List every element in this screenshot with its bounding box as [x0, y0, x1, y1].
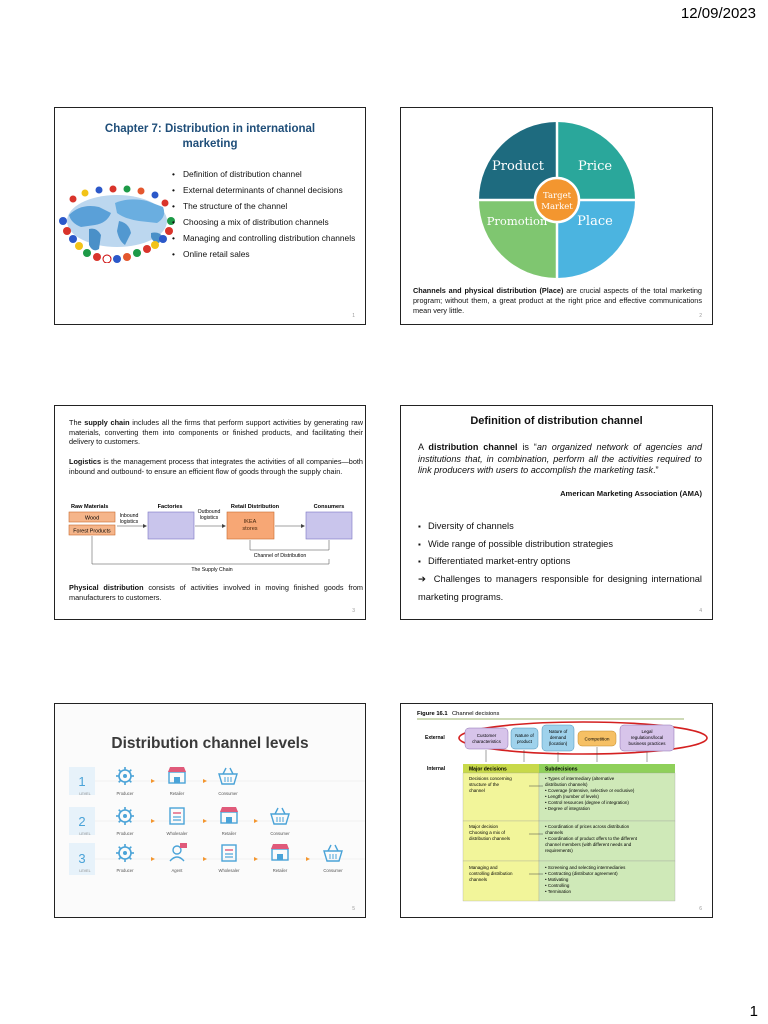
- wholesaler-warehouse-icon: [170, 808, 184, 824]
- consumer-basket-icon: [271, 808, 289, 824]
- factor-text: Nature of: [548, 729, 568, 734]
- wholesaler-warehouse-icon: [222, 845, 236, 861]
- definition-source: American Marketing Association (AMA): [560, 489, 702, 498]
- major-text: channels: [469, 877, 488, 882]
- major-text: distribution channels: [469, 836, 511, 841]
- sub-text: • Length (number of levels): [545, 794, 599, 799]
- step-label: Retailer: [169, 791, 185, 796]
- major-text: Major decision: [469, 824, 499, 829]
- text-italic: an organized network of agencies and institutions that, in combination, perform all the activities required to link producers with users to accomplish the marketing task: [418, 442, 702, 476]
- channel-of-distribution-label: Channel of Distribution: [253, 553, 307, 559]
- major-text: structure of the: [469, 782, 500, 787]
- sub-text: • Contracting (distributor agreement): [545, 871, 618, 876]
- slide-4-bullet-list: [418, 518, 702, 571]
- stores-label: stores: [242, 526, 258, 532]
- sub-text: • Motivating: [545, 877, 569, 882]
- channel-decisions-figure: [401, 704, 713, 918]
- external-label: External: [425, 735, 445, 741]
- caption-text: are crucial aspects of the total marketing program; without them, a great product at the right price and effective communications mean very little.: [413, 286, 702, 315]
- slide-number: 5: [352, 906, 355, 912]
- arrow-icon: [151, 819, 155, 823]
- slide-2: [400, 107, 713, 325]
- step-label: Producer: [116, 791, 134, 796]
- column-header: Subdecisions: [545, 766, 578, 773]
- major-text: controlling distribution: [469, 871, 513, 876]
- outbound-logistics-label: logistics: [199, 515, 219, 521]
- sub-text: channels: [545, 830, 564, 835]
- sub-text: • Coverage (intensive, selective or exclusive): [545, 788, 635, 793]
- supply-chain-paragraph: [69, 418, 363, 447]
- consumer-basket-icon: [324, 845, 342, 861]
- step-label: Consumer: [323, 868, 343, 873]
- text-fragment: A: [418, 442, 429, 452]
- factor-text: demand: [549, 735, 567, 740]
- figure-title: Channel decisions: [452, 711, 500, 717]
- arrow-icon: [254, 857, 258, 861]
- consumer-basket-icon: [219, 768, 237, 784]
- world-map-flags-image: [59, 183, 177, 263]
- step-label: Producer: [116, 868, 134, 873]
- level-label: LEVEL: [79, 832, 91, 836]
- step-label: Wholesaler: [218, 868, 240, 873]
- major-text: Decisions concerning: [469, 776, 512, 781]
- bullet-item: • The structure of the channel: [171, 198, 363, 214]
- right-arrow-icon: ➔: [418, 574, 426, 584]
- inbound-label: Inbound: [119, 513, 139, 519]
- step-label: Retailer: [272, 868, 288, 873]
- caption-bold: Channels and physical distribution (Place): [413, 286, 564, 295]
- challenge-text: [418, 571, 702, 606]
- factories-box: [148, 512, 194, 539]
- step-label: Retailer: [221, 831, 237, 836]
- slide-1: [54, 107, 366, 325]
- market-label: Market: [541, 202, 573, 212]
- slide-number: 3: [352, 608, 355, 614]
- sub-text: distribution channels): [545, 782, 588, 787]
- text-fragment: is the management process that integrates the activities of all companies—both inbound and outbound- to ensure an efficient flow of goods through the supply chain.: [69, 457, 363, 476]
- arrow-icon: [203, 819, 207, 823]
- text-fragment: The: [69, 418, 85, 427]
- sub-text: • Screening and selecting intermediaries: [545, 865, 626, 870]
- price-label: Price: [577, 159, 613, 174]
- slide-5: [54, 703, 366, 918]
- retailer-store-icon: [271, 844, 289, 860]
- factor-text: Nature of: [515, 733, 534, 738]
- supply-chain-diagram: [67, 502, 353, 574]
- text-fragment: is “: [517, 442, 537, 452]
- bullet-item: ▪ Differentiated market-entry options: [418, 553, 702, 571]
- slide-3: [54, 405, 366, 620]
- step-label: Wholesaler: [166, 831, 188, 836]
- outbound-label: Outbound: [197, 509, 221, 515]
- consumers-label: Consumers: [313, 504, 345, 510]
- step-label: Agent: [171, 868, 183, 873]
- text-bold: supply chain: [84, 418, 130, 427]
- arrow-icon: [203, 779, 207, 783]
- factories-label: Factories: [157, 504, 183, 510]
- wood-label: Wood: [84, 515, 100, 522]
- bullet-item: • Managing and controlling distribution channels: [171, 230, 363, 246]
- slide-6: [400, 703, 713, 918]
- bullet-item: • External determinants of channel decisions: [171, 182, 363, 198]
- page-date: 12/09/2023: [680, 5, 756, 22]
- factor-text: regulations/local: [630, 735, 664, 740]
- page-number: 1: [749, 1003, 758, 1020]
- raw-materials-label: Raw Materials: [71, 504, 109, 510]
- place-label: Place: [577, 214, 613, 229]
- text-fragment: includes all the firms that perform support activities by generating raw materials, converting them into components or finished products, and facilitating their delivery to customers.: [69, 418, 364, 447]
- slide-number: 2: [699, 313, 702, 319]
- slide-number: 6: [699, 906, 702, 912]
- producer-gear-icon: [116, 807, 134, 825]
- bullet-item: • Definition of distribution channel: [171, 166, 363, 182]
- arrow-icon: [254, 819, 258, 823]
- consumers-box: [306, 512, 352, 539]
- step-label: Producer: [116, 831, 134, 836]
- retailer-store-icon: [220, 807, 238, 823]
- physical-distribution-paragraph: [69, 583, 363, 602]
- level-label: LEVEL: [79, 869, 91, 873]
- ikea-label: IKEA: [243, 519, 257, 525]
- text-fragment: consists of activities involved in moving finished goods from manufacturers to customers.: [69, 583, 363, 602]
- supply-chain-label: The Supply Chain: [191, 567, 233, 573]
- factor-text: Legal: [641, 729, 653, 734]
- slide-number: 4: [699, 608, 702, 614]
- major-text: channel: [469, 788, 485, 793]
- sub-text: • Coordination of prices across distribution: [545, 824, 630, 829]
- retailer-store-icon: [168, 767, 186, 783]
- inbound-logistics-label: logistics: [119, 519, 139, 525]
- target-label: Target: [542, 191, 572, 201]
- arrow-icon: [151, 857, 155, 861]
- factor-text: Competition: [584, 736, 610, 742]
- bullet-item: ▪ Diversity of channels: [418, 518, 702, 536]
- text-bold: Logistics: [69, 457, 102, 466]
- slide-1-title: Chapter 7: Distribution in international marketing: [104, 123, 316, 150]
- factor-text: business practices: [628, 741, 666, 746]
- bullet-item: ▪ Wide range of possible distribution strategies: [418, 536, 702, 554]
- column-header: Major decisions: [469, 766, 507, 773]
- bullet-item: • Choosing a mix of distribution channels: [171, 214, 363, 230]
- factor-text: Customer: [476, 733, 497, 738]
- sub-text: • Coordination of product offers to the different: [545, 836, 637, 841]
- sub-text: requirements): [545, 848, 573, 853]
- level-number: 2: [78, 814, 86, 829]
- step-label: Consumer: [218, 791, 238, 796]
- sub-text: • Control resources (degree of integration): [545, 800, 629, 805]
- arrow-icon: [203, 857, 207, 861]
- slide-number: 1: [352, 313, 355, 319]
- factor-text: (location): [548, 741, 568, 746]
- slide-4: [400, 405, 713, 620]
- sub-text: • Controlling: [545, 883, 570, 888]
- slide-5-title: Distribution channel levels: [111, 735, 309, 752]
- sub-text: channel members (with different needs and: [545, 842, 632, 847]
- arrow-icon: [151, 779, 155, 783]
- text-bold: Physical distribution: [69, 583, 144, 592]
- producer-gear-icon: [116, 844, 134, 862]
- major-text: Managing and: [469, 865, 498, 870]
- promotion-label: Promotion: [486, 214, 548, 228]
- text-fragment: Challenges to managers responsible for designing international marketing programs.: [418, 574, 702, 602]
- definition-text: [418, 442, 702, 477]
- level-label: LEVEL: [79, 792, 91, 796]
- figure-label: Figure 16.1: [417, 711, 448, 717]
- major-text: Choosing a mix of: [469, 830, 506, 835]
- bullet-item: • Online retail sales: [171, 246, 363, 262]
- producer-gear-icon: [116, 767, 134, 785]
- text-bold: distribution channel: [428, 442, 518, 452]
- sub-text: • Types of intermediary (alternative: [545, 776, 615, 781]
- internal-label: Internal: [427, 766, 446, 772]
- sub-text: • Degree of integration: [545, 806, 590, 811]
- slide-2-caption: [413, 286, 702, 316]
- factor-text: characteristics: [472, 739, 501, 744]
- marketing-mix-wheel: [479, 122, 635, 278]
- level-number: 3: [78, 851, 86, 866]
- logistics-paragraph: [69, 457, 363, 476]
- slide-1-bullet-list: [171, 166, 363, 262]
- channel-levels-diagram: [55, 704, 366, 918]
- level-number: 1: [78, 774, 86, 789]
- agent-person-icon: [170, 843, 187, 861]
- factor-text: product: [516, 739, 533, 744]
- retail-distribution-label: Retail Distribution: [230, 504, 280, 510]
- forest-products-label: Forest Products: [73, 528, 111, 535]
- step-label: Consumer: [270, 831, 290, 836]
- text-fragment: .”: [653, 465, 659, 476]
- arrow-icon: [306, 857, 310, 861]
- slide-4-title: Definition of distribution channel: [470, 415, 643, 427]
- sub-text: • Termination: [545, 889, 572, 894]
- product-label: Product: [492, 159, 544, 174]
